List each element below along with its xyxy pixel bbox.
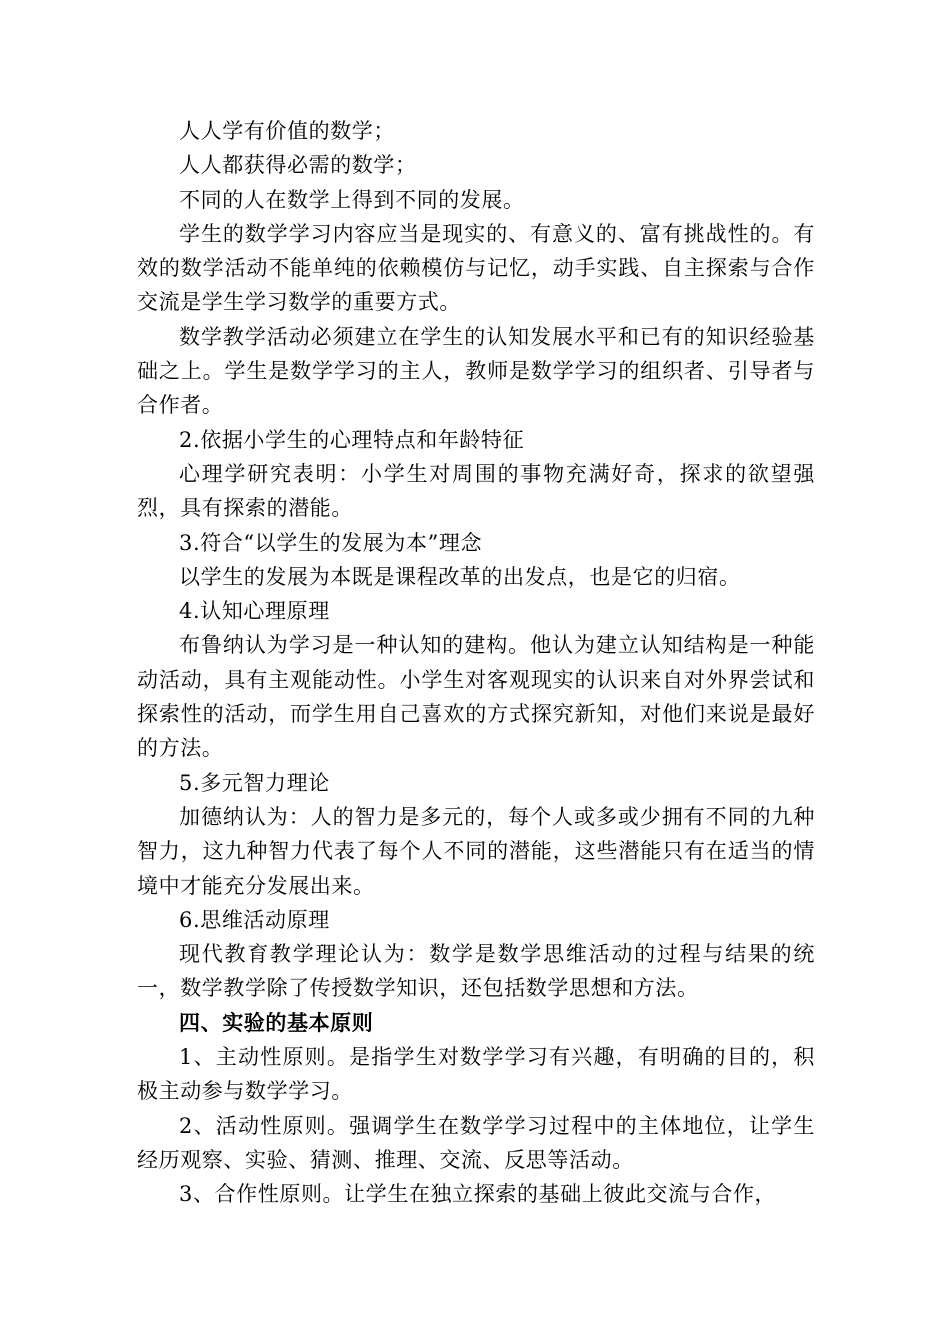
- section-heading: 四、实验的基本原则: [179, 1010, 374, 1035]
- paragraph: 2、活动性原则。强调学生在数学学习过程中的主体地位，让学生经历观察、实验、猜测、推理、交流、反思等活动。: [137, 1113, 815, 1172]
- paragraph: 以学生的发展为本既是课程改革的出发点，也是它的归宿。: [179, 564, 741, 589]
- subsection-heading: 2.依据小学生的心理特点和年龄特征: [179, 427, 525, 452]
- document-body: [137, 114, 815, 1212]
- paragraph: 现代教育教学理论认为：数学是数学思维活动的过程与结果的统一，数学教学除了传授数学知识，还包括数学思想和方法。: [137, 942, 815, 1001]
- subsection-heading: 5.多元智力理论: [179, 770, 330, 795]
- subsection-heading: 4.认知心理原理: [179, 599, 330, 624]
- subsection-heading: 3.符合“以学生的发展为本”理念: [179, 530, 483, 555]
- paragraph: 不同的人在数学上得到不同的发展。: [179, 187, 525, 212]
- paragraph: 布鲁纳认为学习是一种认知的建构。他认为建立认知结构是一种能动活动，具有主观能动性。小学生对客观现实的认识来自对外界尝试和探索性的活动，而学生用自己喜欢的方式探究新知，对他们来说是最好的方法。: [137, 633, 815, 761]
- subsection-heading: 6.思维活动原理: [179, 907, 330, 932]
- paragraph: 数学教学活动必须建立在学生的认知发展水平和已有的知识经验基础之上。学生是数学学习的主人，教师是数学学习的组织者、引导者与合作者。: [137, 324, 815, 418]
- paragraph: 心理学研究表明：小学生对周围的事物充满好奇，探求的欲望强烈，具有探索的潜能。: [137, 461, 815, 521]
- paragraph: 加德纳认为：人的智力是多元的，每个人或多或少拥有不同的九种智力，这九种智力代表了每个人不同的潜能，这些潜能只有在适当的情境中才能充分发展出来。: [137, 804, 815, 898]
- paragraph: 3、合作性原则。让学生在独立探索的基础上彼此交流与合作，: [179, 1182, 777, 1207]
- paragraph: 学生的数学学习内容应当是现实的、有意义的、富有挑战性的。有效的数学活动不能单纯的依赖模仿与记忆，动手实践、自主探索与合作交流是学生学习数学的重要方式。: [137, 221, 815, 315]
- paragraph: 1、主动性原则。是指学生对数学学习有兴趣，有明确的目的，积极主动参与数学学习。: [137, 1045, 815, 1104]
- paragraph: 人人都获得必需的数学；: [179, 153, 417, 178]
- paragraph: 人人学有价值的数学；: [179, 119, 395, 143]
